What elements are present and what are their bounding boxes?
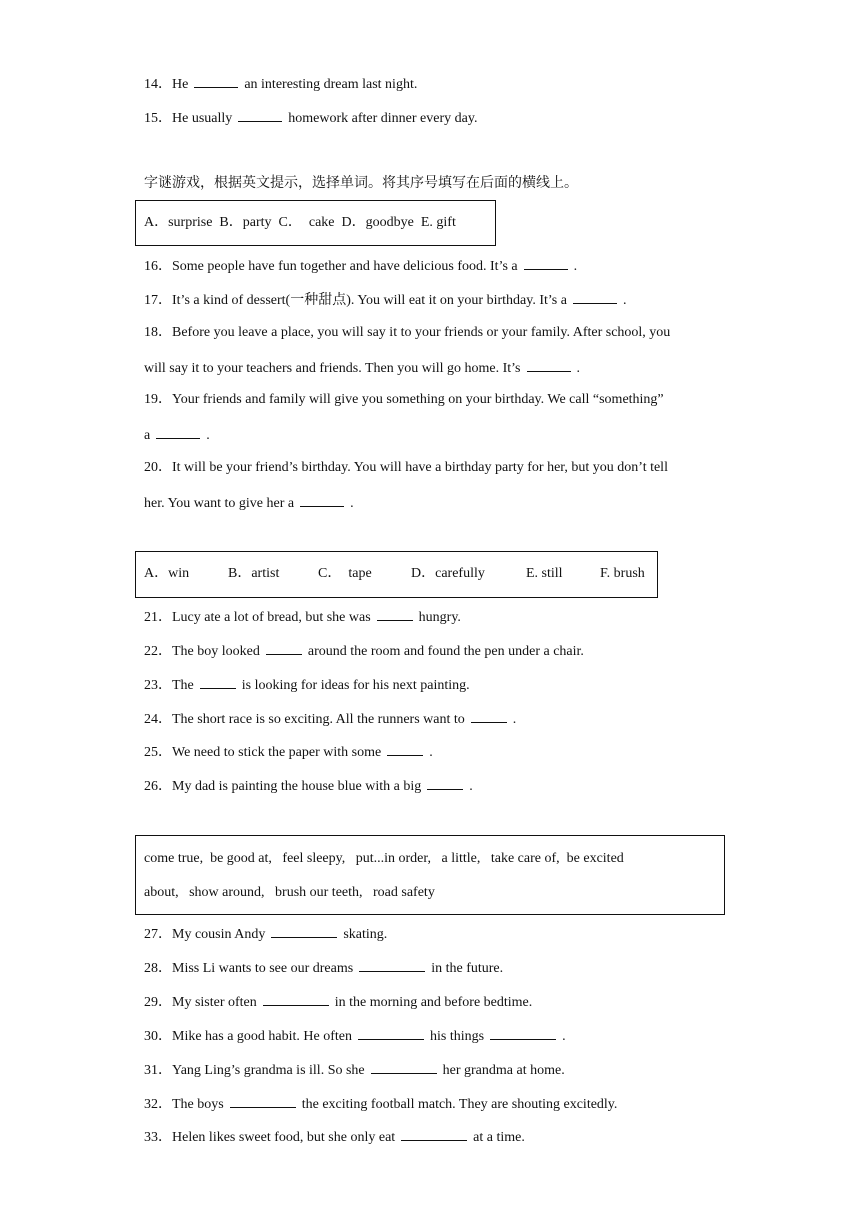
question-26 [144,776,473,796]
question-text: her grandma at home. [442,1063,565,1078]
question-text: Helen likes sweet food, but she only eat [172,1130,396,1145]
word-bank-options: A．surprise B．party C． cake D．goodbye E. gift [144,215,456,230]
question-20-cont [144,493,354,513]
question-19-cont [144,425,210,445]
question-19 [144,391,664,409]
question-text: Your friends and family will give you something on your birthday. We call “something” [172,392,664,407]
question-number: 18． [144,325,172,340]
answer-blank[interactable] [263,992,329,1006]
question-text: will say it to your teachers and friends. Then you will go home. It’s [144,361,521,376]
question-text: The short race is so exciting. All the runners want to [172,712,465,727]
question-text: the exciting football match. They are shouting excitedly. [301,1097,618,1112]
answer-blank[interactable] [194,74,238,88]
question-text: We need to stick the paper with some [172,745,382,760]
answer-blank[interactable] [359,958,425,972]
answer-blank[interactable] [524,256,568,270]
question-33 [144,1127,525,1147]
question-21 [144,607,461,627]
answer-blank[interactable] [300,493,344,507]
question-22 [144,641,584,661]
question-number: 28． [144,961,172,976]
question-number: 27． [144,927,172,942]
word-bank-option: F. brush [600,566,645,581]
question-number: 33． [144,1130,172,1145]
word-bank-option: D．carefully [411,566,485,581]
question-number: 16． [144,259,172,274]
answer-blank[interactable] [371,1060,437,1074]
question-32 [144,1094,617,1114]
question-number: 30． [144,1029,172,1044]
question-29 [144,992,532,1012]
answer-blank[interactable] [471,709,507,723]
question-number: 20． [144,460,172,475]
question-23 [144,675,470,695]
question-text: He usually [172,111,233,126]
question-text: Miss Li wants to see our dreams [172,961,354,976]
question-text: The [172,678,194,693]
question-30 [144,1026,566,1046]
question-24 [144,709,516,729]
question-text: at a time. [473,1130,525,1145]
word-bank-option: C． tape [318,566,372,581]
question-text: . [350,496,354,511]
question-number: 14． [144,77,172,92]
answer-blank[interactable] [377,607,413,621]
section-instruction: 字谜游戏，根据英文提示，选择单词。将其序号填写在后面的横线上。 [144,176,578,191]
question-text: a [144,428,151,443]
question-text: He [172,77,189,92]
answer-blank[interactable] [358,1026,424,1040]
question-text: Some people have fun together and have delicious food. It’s a [172,259,518,274]
answer-blank[interactable] [230,1094,296,1108]
question-text: . [573,259,578,274]
phrase-bank-line-1: come true, be good at, feel sleepy, put...in order, a little, take care of, be excited [144,851,624,866]
question-text: . [512,712,517,727]
question-number: 24． [144,712,172,727]
question-18-cont [144,358,580,378]
answer-blank[interactable] [527,358,571,372]
question-number: 21． [144,610,172,625]
question-text: The boys [172,1097,224,1112]
phrase-bank-box [135,835,725,915]
question-text: My sister often [172,995,257,1010]
question-text: around the room and found the pen under a chair. [307,644,584,659]
question-number: 22． [144,644,172,659]
question-text: The boy looked [172,644,260,659]
question-text: . [469,779,473,794]
question-15 [144,108,477,128]
question-number: 17． [144,293,172,308]
question-text: . [562,1029,566,1044]
word-bank-box [135,200,496,246]
question-14 [144,74,417,94]
answer-blank[interactable] [490,1026,556,1040]
question-text: in the morning and before bedtime. [334,995,533,1010]
question-31 [144,1060,565,1080]
question-text: his things [430,1029,485,1044]
question-number: 31． [144,1063,172,1078]
question-text: My dad is painting the house blue with a big [172,779,422,794]
question-text: an interesting dream last night. [244,77,418,92]
word-bank-option: A．win [144,566,190,581]
question-text: skating. [343,927,388,942]
question-18 [144,324,670,342]
answer-blank[interactable] [573,290,617,304]
question-25 [144,742,433,762]
answer-blank[interactable] [387,742,423,756]
question-text: is looking for ideas for his next painting. [241,678,470,693]
question-number: 32． [144,1097,172,1112]
question-text: . [206,428,210,443]
question-text: homework after dinner every day. [288,111,478,126]
question-text: . [429,745,433,760]
question-28 [144,958,503,978]
question-text: My cousin Andy [172,927,266,942]
question-text: . [576,361,581,376]
question-text: It’s a kind of dessert(一种甜点). You will eat it on your birthday. It’s a [172,293,567,308]
question-text: Lucy ate a lot of bread, but she was [172,610,371,625]
phrase-bank-line-2: about, show around, brush our teeth, road safety [144,885,435,900]
question-text: hungry. [418,610,461,625]
question-number: 15． [144,111,172,126]
question-20 [144,459,668,477]
question-text: Mike has a good habit. He often [172,1029,353,1044]
answer-blank[interactable] [200,675,236,689]
word-bank-box-2 [135,551,658,598]
word-bank-option: E. still [526,566,563,581]
word-bank-option: B．artist [228,566,280,581]
question-number: 19． [144,392,172,407]
answer-blank[interactable] [271,924,337,938]
question-text: in the future. [431,961,504,976]
question-27 [144,924,387,944]
question-text: her. You want to give her a [144,496,295,511]
answer-blank[interactable] [266,641,302,655]
question-text: . [622,293,627,308]
question-text: Yang Ling’s grandma is ill. So she [172,1063,365,1078]
question-number: 26． [144,779,172,794]
question-number: 23． [144,678,172,693]
answer-blank[interactable] [156,425,200,439]
question-text: Before you leave a place, you will say it to your friends or your family. After school, you [172,325,671,340]
answer-blank[interactable] [427,776,463,790]
question-number: 25． [144,745,172,760]
answer-blank[interactable] [401,1127,467,1141]
question-17 [144,290,626,310]
question-text: It will be your friend’s birthday. You will have a birthday party for her, but you don’t tell [172,460,668,475]
question-number: 29． [144,995,172,1010]
question-16 [144,256,577,276]
answer-blank[interactable] [238,108,282,122]
